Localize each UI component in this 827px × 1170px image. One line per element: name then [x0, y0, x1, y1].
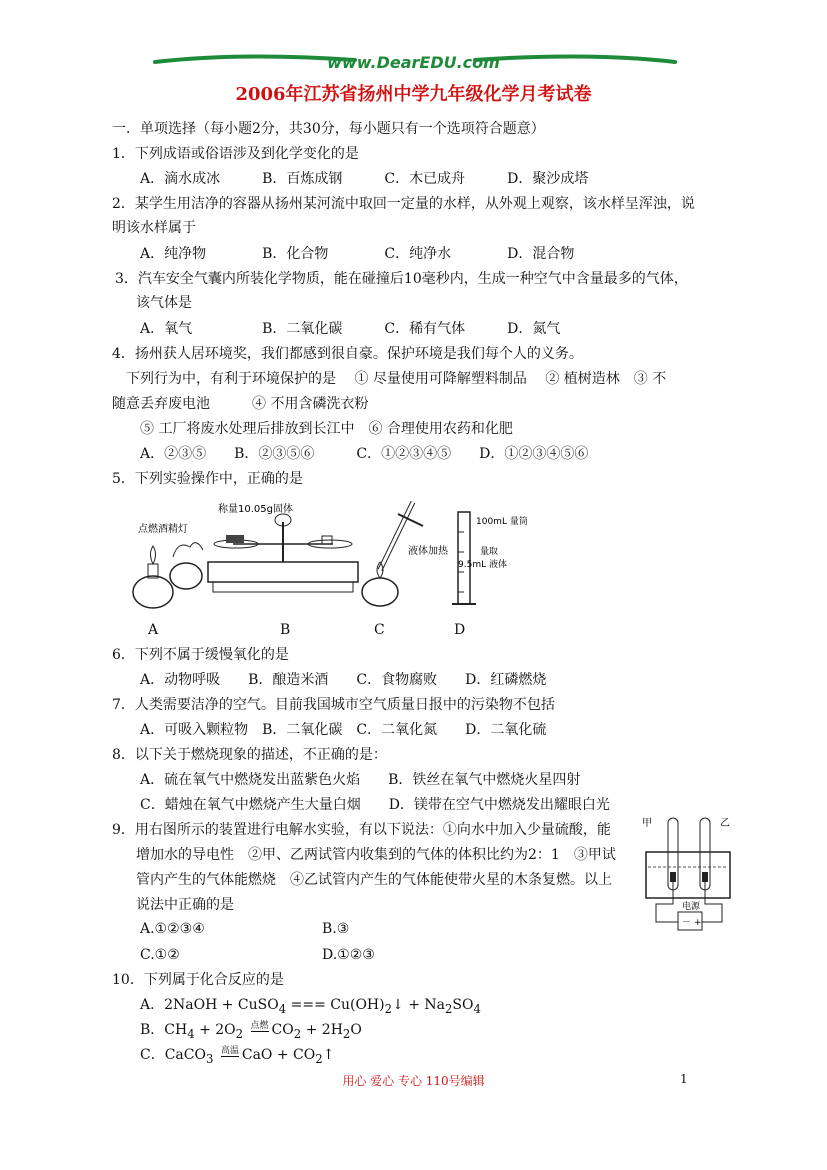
text-line: A．可吸入颗粒物 B．二氧化碳 C．二氧化氮 D．二氧化硫	[140, 722, 547, 738]
svg-text:9.5mL 液体: 9.5mL 液体	[458, 560, 507, 570]
text-line: 该气体是	[136, 295, 192, 311]
figure-d-cylinder	[452, 512, 528, 604]
text-line: B.③	[322, 921, 350, 937]
q10-option-b: B．$CH_4 + 2O_2$ 点燃 $CO_2 + 2H_2O$	[140, 1021, 362, 1041]
svg-text:甲: 甲	[642, 818, 652, 829]
text-line: 1．下列成语或俗语涉及到化学变化的是	[112, 146, 359, 162]
site-url: www.DearEDU.com	[327, 53, 500, 72]
text-line: 9．用右图所示的装置进行电解水实验，有以下说法：①向水中加入少量硫酸，能	[112, 822, 611, 838]
text-line: A.①②③④	[140, 921, 205, 937]
text-line: 增加水的导电性 ②甲、乙两试管内收集到的气体的体积比约为2：1 ③甲试	[136, 847, 616, 863]
page-number: 1	[680, 1072, 688, 1086]
text-line: 3．汽车安全气囊内所装化学物质，能在碰撞后10毫秒内，生成一种空气中含量最多的气体，	[115, 271, 688, 287]
text-line: 4．扬州获人居环境奖，我们都感到很自豪。保护环境是我们每个人的义务。	[112, 346, 583, 362]
text-line: 下列行为中，有利于环境保护的是 ① 尽量使用可降解塑料制品 ② 植树造林 ③ 不	[126, 371, 667, 387]
page-title: 2006年江苏省扬州中学九年级化学月考试卷	[235, 84, 592, 105]
figure-c-heating	[362, 502, 449, 606]
svg-text:液体加热: 液体加热	[408, 546, 448, 557]
electrolysis-figure	[638, 812, 738, 938]
figure-label-d: D	[454, 622, 466, 638]
text-line: ⑤ 工厂将废水处理后排放到长江中 ⑥ 合理使用农药和化肥	[140, 421, 513, 437]
text-line: 7．人类需要洁净的空气。目前我国城市空气质量日报中的污染物不包括	[112, 697, 555, 713]
reaction-condition: 点燃	[250, 1021, 269, 1031]
text-line: 8．以下关于燃烧现象的描述，不正确的是：	[112, 747, 387, 763]
lab-operations-figure	[118, 492, 528, 620]
figure-label-c: C	[374, 622, 385, 638]
svg-text:点燃酒精灯: 点燃酒精灯	[138, 524, 188, 535]
q10-option-c: C．CaCO$_3$ 高温 CaO + $CO_2↑$	[140, 1046, 335, 1066]
text-line: A．氧气 B．二氧化碳 C．稀有气体 D．氮气	[140, 321, 561, 337]
svg-text:电源: 电源	[682, 902, 701, 912]
text-line: D.①②③	[322, 947, 375, 963]
text-line: 2．某学生用洁净的容器从扬州某河流中取回一定量的水样，从外观上观察，该水样呈浑浊，说	[112, 196, 695, 212]
text-line: A．滴水成冰 B．百炼成钢 C．木已成舟 D．聚沙成塔	[140, 171, 589, 187]
svg-text:量取: 量取	[480, 547, 499, 557]
figure-b-balance	[208, 502, 358, 592]
footer-text: 用心 爱心 专心 110号编辑	[342, 1074, 485, 1088]
text-line: 10．下列属于化合反应的是	[112, 972, 284, 988]
text-line: C.①②	[140, 947, 180, 963]
text-line: 6．下列不属于缓慢氧化的是	[112, 647, 289, 663]
figure-a-lamp	[133, 522, 203, 608]
text-line: A．硫在氧气中燃烧发出蓝紫色火焰 B．铁丝在氧气中燃烧火星四射	[140, 772, 581, 788]
reaction-condition: 高温	[220, 1046, 239, 1056]
svg-text:+: +	[694, 918, 702, 928]
svg-text:100mL 量筒: 100mL 量筒	[476, 517, 528, 527]
svg-text:称量10.05g固体: 称量10.05g固体	[218, 504, 293, 515]
q10-option-a: A．2NaOH + CuSO$_4$ === $Cu(OH)_2↓ + Na_2SO_4$	[140, 997, 481, 1016]
text-line: 5．下列实验操作中，正确的是	[112, 471, 303, 487]
text-line: 一．单项选择（每小题2分，共30分，每小题只有一个选项符合题意）	[112, 121, 545, 137]
figure-label-a: A	[148, 622, 159, 638]
text-line: A．②③⑤ B．②③⑤⑥ C．①②③④⑤ D．①②③④⑤⑥	[140, 446, 589, 462]
text-line: A．动物呼吸 B．酿造米酒 C．食物腐败 D．红磷燃烧	[140, 672, 547, 688]
svg-text:－: －	[682, 918, 692, 928]
svg-text:乙: 乙	[720, 818, 730, 829]
text-line: A．纯净物 B．化合物 C．纯净水 D．混合物	[140, 246, 575, 262]
text-line: C．蜡烛在氧气中燃烧产生大量白烟 D．镁带在空气中燃烧发出耀眼白光	[140, 797, 610, 813]
text-line: 明该水样属于	[112, 220, 196, 236]
text-line: 管内产生的气体能燃烧 ④乙试管内产生的气体能使带火星的木条复燃。以上	[136, 872, 612, 888]
figure-label-b: B	[280, 622, 291, 638]
text-line: 随意丢弃废电池 ④ 不用含磷洗衣粉	[112, 396, 369, 412]
text-line: 说法中正确的是	[136, 897, 234, 913]
